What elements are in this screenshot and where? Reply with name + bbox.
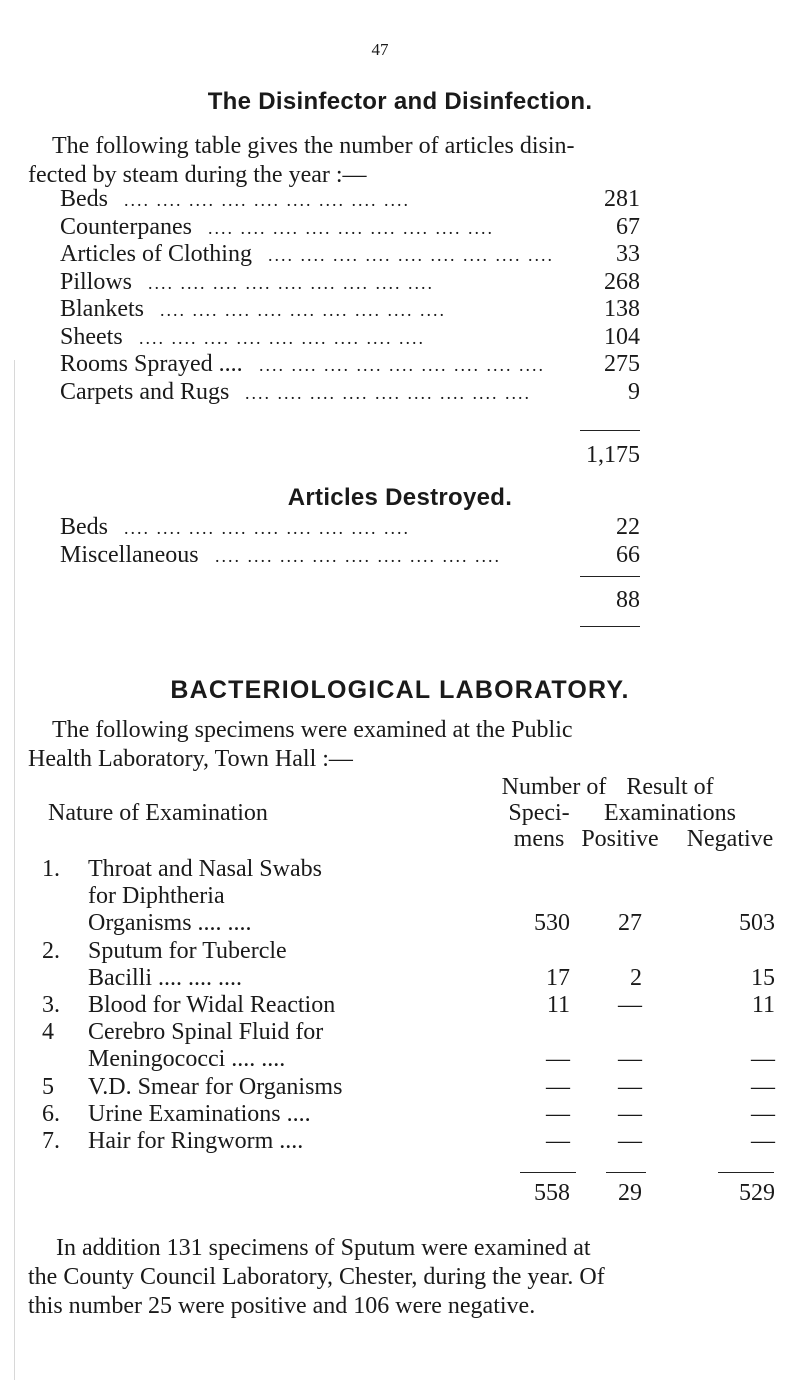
disinfection-intro [28, 132, 778, 190]
disinfected-item-row [60, 186, 640, 212]
positive-count: — [618, 992, 642, 1018]
examination-name: Meningococci .... .... [88, 1046, 286, 1073]
row-number: 6. [42, 1100, 60, 1127]
row-number: 2. [42, 937, 60, 964]
specimens-count: 530 [534, 910, 570, 937]
laboratory-footer [28, 1234, 778, 1321]
total-specimens: 558 [534, 1180, 570, 1206]
laboratory-row [0, 1019, 800, 1073]
item-value: 33 [616, 241, 640, 267]
examination-name: V.D. Smear for Organisms [88, 1073, 343, 1100]
item-label: Pillows [60, 268, 133, 295]
examination-name: Blood for Widal Reaction [88, 992, 336, 1018]
leader-dots: .... .... .... .... .... .... .... .... .... [268, 245, 554, 265]
destroyed-total-rule-bottom [580, 626, 640, 627]
specimens-count: 17 [546, 964, 570, 991]
footer-line2: the County Council Laboratory, Chester, during the year. Of [28, 1264, 605, 1290]
leader-dots: .... .... .... .... .... .... .... .... .... [160, 300, 446, 320]
item-label: Counterpanes [60, 213, 192, 240]
disinfection-total: 1,175 [586, 442, 640, 468]
disinfected-item-row [60, 214, 640, 240]
examination-name: Hair for Ringworm .... [88, 1128, 304, 1154]
disinfection-intro-line1: The following table gives the number of articles disin- [52, 133, 575, 159]
examination-name: Bacilli .... .... .... [88, 964, 242, 991]
destroyed-item-row [60, 542, 640, 568]
leader-dots: .... .... .... .... .... .... .... .... .... [148, 272, 434, 293]
laboratory-heading: BACTERIOLOGICAL LABORATORY. [170, 676, 630, 704]
specimens-total-rule [520, 1172, 576, 1173]
examination-name: Cerebro Spinal Fluid for [88, 1019, 324, 1046]
positive-count: — [618, 1100, 642, 1127]
item-label: Carpets and Rugs [60, 378, 230, 405]
footer-line1: In addition 131 specimens of Sputum were examined at [56, 1235, 591, 1261]
item-label: Sheets [60, 323, 123, 350]
col-examinations: Examinations [604, 800, 736, 826]
item-label: Beds [60, 186, 108, 212]
disinfected-item-row [60, 379, 640, 405]
negative-count: 15 [751, 964, 775, 991]
leader-dots: .... .... .... .... .... .... .... .... .... [124, 518, 410, 538]
specimens-count: — [546, 1046, 570, 1073]
laboratory-row [0, 992, 800, 1019]
laboratory-intro-line1: The following specimens were examined at the Public [52, 717, 573, 743]
item-value: 67 [616, 213, 640, 240]
col-positive: Positive [581, 826, 659, 852]
specimens-count: 11 [546, 992, 570, 1018]
item-value: 104 [604, 323, 640, 350]
laboratory-row [0, 1074, 800, 1101]
disinfected-item-row [60, 324, 640, 350]
item-value: 275 [604, 351, 640, 377]
disinfected-item-row [60, 351, 640, 377]
item-label: Blankets [60, 296, 144, 322]
col-mens: mens [513, 826, 565, 852]
item-value: 138 [604, 296, 640, 322]
col-negative: Negative [686, 826, 774, 852]
negative-count: — [751, 1128, 775, 1154]
positive-count: — [618, 1128, 642, 1154]
negative-count: — [751, 1073, 775, 1100]
negative-count: 11 [751, 992, 775, 1018]
leader-dots: .... .... .... .... .... .... .... .... .... [259, 355, 545, 375]
examination-name: Organisms .... .... [88, 910, 252, 937]
leader-dots: .... .... .... .... .... .... .... .... .... [215, 545, 501, 566]
specimens-count: — [546, 1100, 570, 1127]
leader-dots: .... .... .... .... .... .... .... .... .... [124, 190, 410, 210]
row-number: 1. [42, 856, 60, 882]
negative-count: 503 [739, 910, 775, 937]
leader-dots: .... .... .... .... .... .... .... .... .... [245, 382, 531, 403]
destroyed-item-row [60, 514, 640, 540]
negative-total-rule [718, 1172, 774, 1173]
total-positive: 29 [618, 1180, 642, 1206]
negative-count: — [751, 1046, 775, 1073]
item-label: Miscellaneous [60, 541, 199, 568]
examination-name: Sputum for Tubercle [88, 937, 287, 964]
disinfected-item-row [60, 241, 640, 267]
examination-name: Urine Examinations .... [88, 1100, 311, 1127]
row-number: 5 [42, 1073, 54, 1100]
destroyed-total-rule-top [580, 576, 640, 577]
specimens-count: — [546, 1073, 570, 1100]
col-speci: Speci- [508, 800, 570, 826]
footer-line3: this number 25 were positive and 106 were negative. [28, 1293, 536, 1319]
item-value: 281 [604, 186, 640, 212]
examination-name: Throat and Nasal Swabs [88, 856, 322, 882]
page-number: 47 [371, 40, 389, 59]
laboratory-row [0, 1101, 800, 1128]
row-number: 3. [42, 992, 60, 1018]
positive-count: 2 [630, 964, 642, 991]
item-value: 268 [604, 268, 640, 295]
disinfected-item-row [60, 269, 640, 295]
row-number: 4 [42, 1019, 54, 1046]
col-nature: Nature of Examination [48, 800, 268, 826]
item-value: 66 [616, 541, 640, 568]
disinfection-total-rule [580, 430, 640, 431]
laboratory-row [0, 1128, 800, 1155]
item-label: Beds [60, 514, 108, 540]
row-number: 7. [42, 1128, 60, 1154]
item-label: Articles of Clothing [60, 241, 252, 267]
positive-total-rule [606, 1172, 646, 1173]
laboratory-row [0, 938, 800, 992]
total-negative: 529 [739, 1180, 775, 1206]
leader-dots: .... .... .... .... .... .... .... .... .... [208, 217, 494, 238]
positive-count: — [618, 1073, 642, 1100]
positive-count: 27 [618, 910, 642, 937]
examination-name: for Diphtheria [88, 883, 225, 910]
laboratory-intro-line2: Health Laboratory, Town Hall :— [28, 746, 353, 772]
item-label: Rooms Sprayed .... [60, 351, 243, 377]
laboratory-row [0, 856, 800, 938]
laboratory-intro [28, 716, 778, 774]
disinfected-item-row [60, 296, 640, 322]
item-value: 9 [628, 378, 640, 405]
col-result-of: Result of [626, 774, 714, 800]
destroyed-heading: Articles Destroyed. [287, 484, 513, 511]
item-value: 22 [616, 514, 640, 540]
disinfection-intro-line2: fected by steam during the year :— [28, 162, 367, 188]
positive-count: — [618, 1046, 642, 1073]
leader-dots: .... .... .... .... .... .... .... .... .... [139, 327, 425, 348]
destroyed-total: 88 [616, 587, 640, 613]
col-number-of: Number of [501, 774, 607, 800]
negative-count: — [751, 1100, 775, 1127]
disinfection-heading: The Disinfector and Disinfection. [207, 88, 593, 115]
specimens-count: — [546, 1128, 570, 1154]
